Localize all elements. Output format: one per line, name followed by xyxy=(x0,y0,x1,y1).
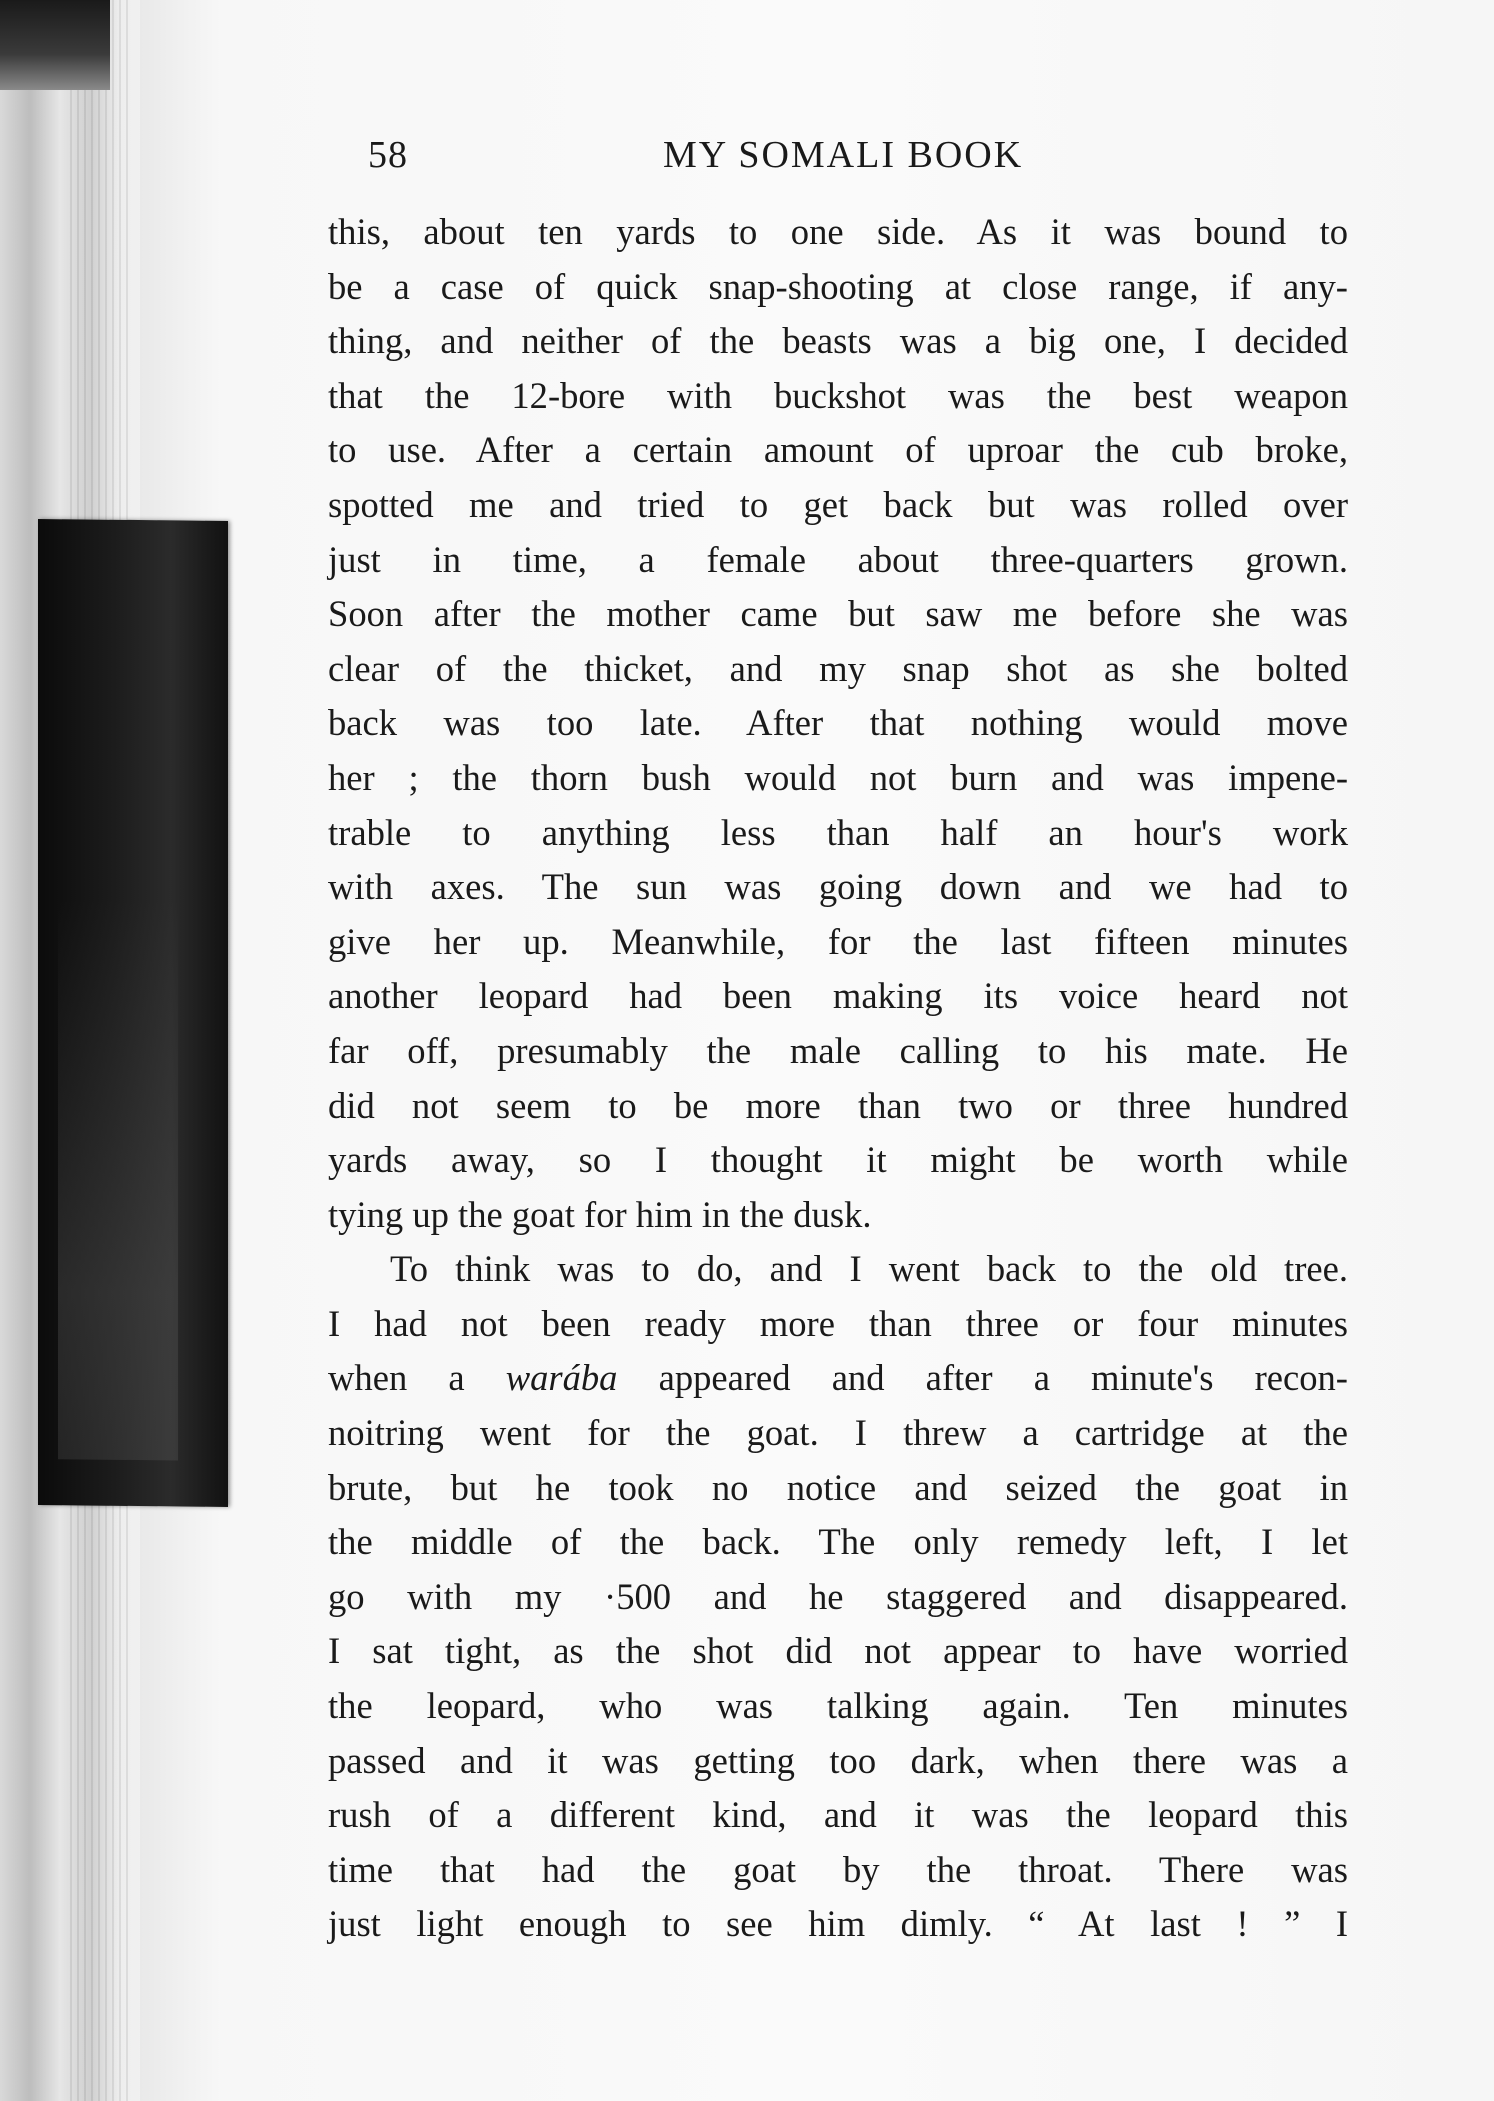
line-rest: appeared and after a minute's recon- xyxy=(658,1357,1348,1399)
text-line: just in time, a female about three-quarters grown. xyxy=(328,538,1348,580)
text-line: time that had the goat by the throat. There was xyxy=(328,1848,1348,1890)
text-line: that the 12-bore with buckshot was the best weapon xyxy=(328,374,1348,416)
text-line: yards away, so I thought it might be worth while xyxy=(328,1139,1348,1181)
italic-word: warába xyxy=(505,1357,618,1399)
text-line: her ; the thorn bush would not burn and was impene- xyxy=(328,756,1348,798)
text-line: clear of the thicket, and my snap shot as she bolted xyxy=(328,647,1348,689)
text-line: far off, presumably the male calling to his mate. He xyxy=(328,1029,1348,1071)
text-line: did not seem to be more than two or three hundred xyxy=(328,1084,1348,1126)
text-line: give her up. Meanwhile, for the last fifteen minutes xyxy=(328,920,1348,962)
text-line: the leopard, who was talking again. Ten minutes xyxy=(328,1685,1348,1727)
binding-shadow xyxy=(0,0,110,90)
text-line: to use. After a certain amount of uproar the cub broke, xyxy=(328,429,1348,471)
paragraph-start-line: To think was to do, and I went back to the old tree. xyxy=(390,1248,1348,1290)
text-line: back was too late. After that nothing would move xyxy=(328,702,1348,744)
text-line: thing, and neither of the beasts was a big one, I decided xyxy=(328,320,1348,362)
text-line: another leopard had been making its voice heard not xyxy=(328,975,1348,1017)
body-text xyxy=(328,205,1348,1952)
text-line: be a case of quick snap-shooting at close range, if any- xyxy=(328,265,1348,307)
text-line: go with my ·500 and he staggered and disappeared. xyxy=(328,1575,1348,1617)
text-line-with-italic xyxy=(328,1351,1348,1406)
page-header xyxy=(368,133,1068,183)
text-line: I sat tight, as the shot did not appear to have worried xyxy=(328,1630,1348,1672)
text-line: I had not been ready more than three or four minutes xyxy=(328,1302,1348,1344)
bookmark-ribbon xyxy=(38,519,228,1507)
text-line: the middle of the back. The only remedy left, I let xyxy=(328,1521,1348,1563)
paragraph-end-line: tying up the goat for him in the dusk. xyxy=(328,1193,872,1235)
text-line: just light enough to see him dimly. “ At last ! ” I xyxy=(328,1903,1348,1945)
text-line: spotted me and tried to get back but was rolled over xyxy=(328,483,1348,525)
text-line: trable to anything less than half an hour's work xyxy=(328,811,1348,853)
text-line: noitring went for the goat. I threw a cartridge at the xyxy=(328,1412,1348,1454)
text-line: brute, but he took no notice and seized the goat in xyxy=(328,1466,1348,1508)
text-line: this, about ten yards to one side. As it was bound to xyxy=(328,211,1348,252)
line-prefix: when a xyxy=(328,1357,465,1399)
page-number: 58 xyxy=(368,134,408,176)
text-line: Soon after the mother came but saw me before she was xyxy=(328,593,1348,635)
text-line: rush of a different kind, and it was the leopard this xyxy=(328,1794,1348,1836)
running-head: MY SOMALI BOOK xyxy=(663,134,1024,176)
text-line: with axes. The sun was going down and we had to xyxy=(328,866,1348,908)
text-line: passed and it was getting too dark, when there was a xyxy=(328,1739,1348,1781)
